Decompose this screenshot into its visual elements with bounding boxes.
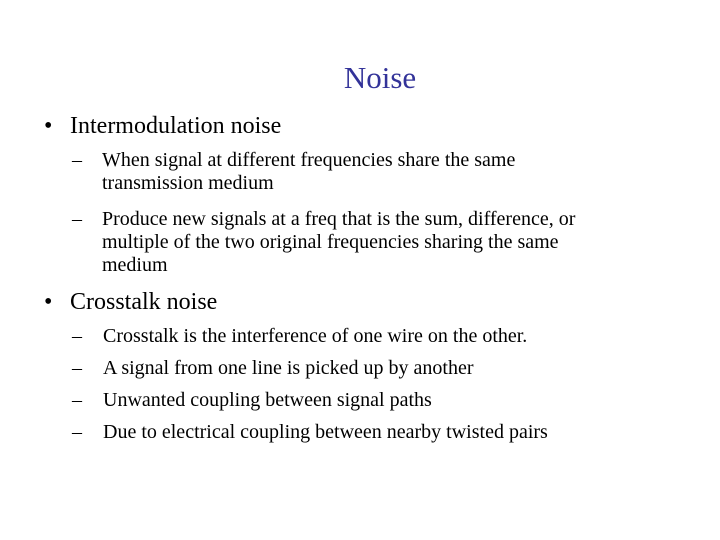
dash-icon: – xyxy=(72,149,82,171)
dash-icon: – xyxy=(72,421,82,443)
dash-icon: – xyxy=(72,208,82,230)
dash-icon: – xyxy=(72,389,82,411)
subitem-line: Crosstalk is the interference of one wire on the other. xyxy=(103,325,528,347)
dash-icon: – xyxy=(72,325,82,347)
bullet-label: Intermodulation noise xyxy=(70,113,282,139)
subitem-crosstalk-1 xyxy=(72,324,527,348)
subitem-crosstalk-4 xyxy=(72,420,548,444)
subitem-line: medium xyxy=(102,254,168,276)
subitem-intermod-1 xyxy=(72,148,515,195)
subitem-line: transmission medium xyxy=(102,172,274,194)
subitem-line: Unwanted coupling between signal paths xyxy=(103,389,432,411)
slide-title xyxy=(0,58,720,98)
bullet-label: Crosstalk noise xyxy=(70,289,218,315)
bullet-crosstalk xyxy=(44,288,217,316)
dash-icon: – xyxy=(72,357,82,379)
subitem-line: Due to electrical coupling between nearby twisted pairs xyxy=(103,421,548,443)
subitem-line: multiple of the two original frequencies sharing the same xyxy=(102,231,559,253)
slide-title-text: Noise xyxy=(343,60,417,95)
subitem-crosstalk-2 xyxy=(72,356,473,380)
bullet-icon: • xyxy=(44,113,53,139)
bullet-icon: • xyxy=(44,289,53,315)
subitem-crosstalk-3 xyxy=(72,388,432,412)
subitem-line: Produce new signals at a freq that is the sum, difference, or xyxy=(102,208,576,230)
bullet-intermodulation xyxy=(44,112,281,140)
subitem-intermod-2 xyxy=(72,207,575,277)
subitem-line: A signal from one line is picked up by another xyxy=(103,357,474,379)
subitem-line: When signal at different frequencies share the same xyxy=(102,149,516,171)
